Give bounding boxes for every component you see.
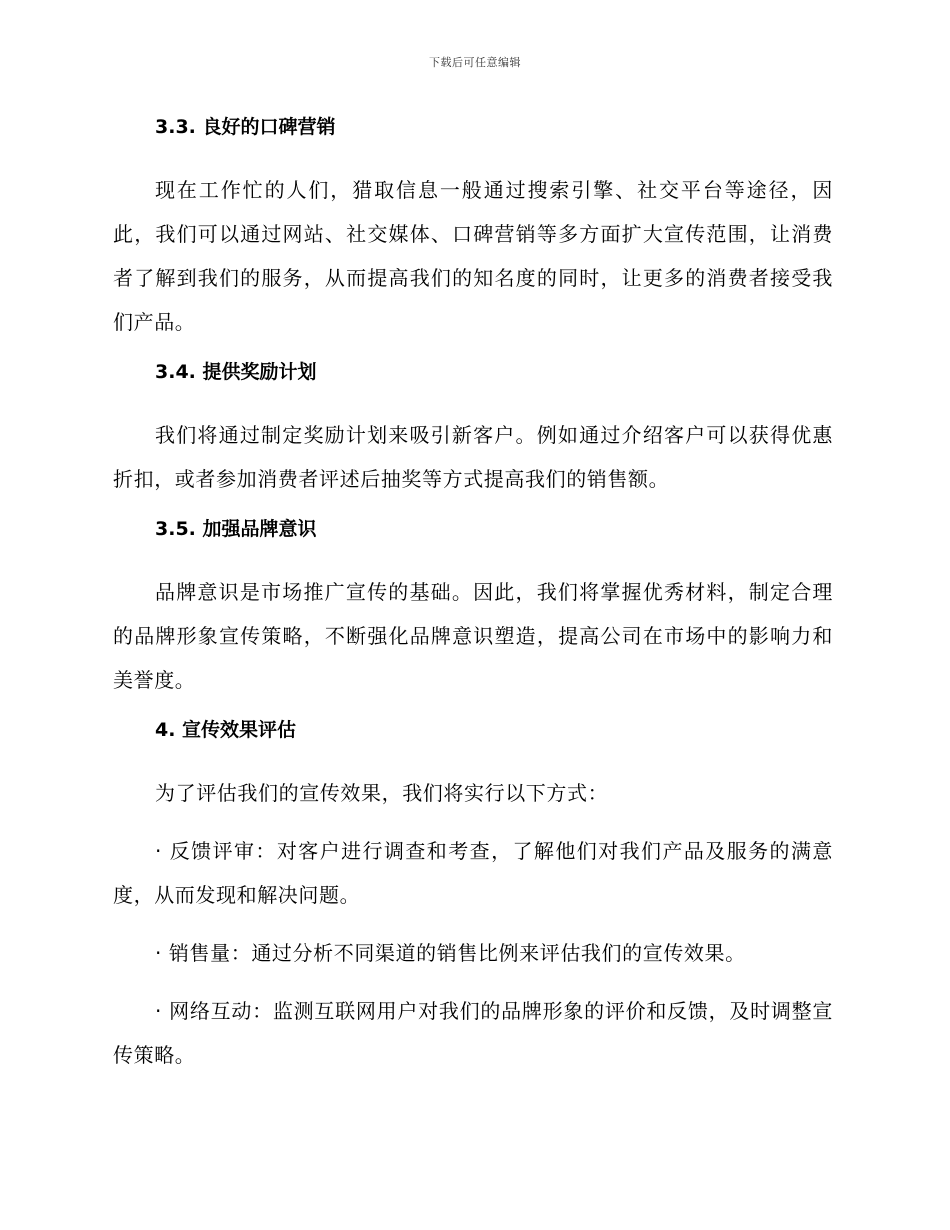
section-heading: 3.3. 良好的口碑营销 <box>155 116 336 138</box>
section-heading: 3.5. 加强品牌意识 <box>155 518 317 540</box>
document-body <box>113 113 833 1077</box>
section-effect-evaluation <box>113 716 833 1077</box>
paragraph: 现在工作忙的人们，猎取信息一般通过搜索引擎、社交平台等途径，因此，我们可以通过网站、社交媒体、口碑营销等多方面扩大宣传范围，让消费者了解到我们的服务，从而提高我们的知名度的同时，让更多的消费者接受我们产品。 <box>113 178 833 334</box>
bullet-item-sales-volume: · 销售量：通过分析不同渠道的销售比例来评估我们的宣传效果。 <box>155 941 746 965</box>
section-word-of-mouth <box>113 113 833 358</box>
page-header: 下载后可任意编辑 <box>429 56 521 69</box>
section-heading: 3.4. 提供奖励计划 <box>155 361 317 383</box>
paragraph: 品牌意识是市场推广宣传的基础。因此，我们将掌握优秀材料，制定合理的品牌形象宣传策略，不断强化品牌意识塑造，提高公司在市场中的影响力和美誉度。 <box>113 580 833 692</box>
paragraph: 为了评估我们的宣传效果，我们将实行以下方式： <box>155 781 609 805</box>
bullet-item-feedback-review: · 反馈评审：对客户进行调查和考查，了解他们对我们产品及服务的满意度，从而发现和解决问题。 <box>113 839 833 907</box>
paragraph: 我们将通过制定奖励计划来吸引新客户。例如通过介绍客户可以获得优惠折扣，或者参加消费者评述后抽奖等方式提高我们的销售额。 <box>113 423 833 491</box>
section-heading: 4. 宣传效果评估 <box>155 719 297 741</box>
bullet-item-online-interaction: · 网络互动：监测互联网用户对我们的品牌形象的评价和反馈，及时调整宣传策略。 <box>113 999 833 1067</box>
section-reward-program <box>113 358 833 515</box>
section-brand-awareness <box>113 515 833 716</box>
